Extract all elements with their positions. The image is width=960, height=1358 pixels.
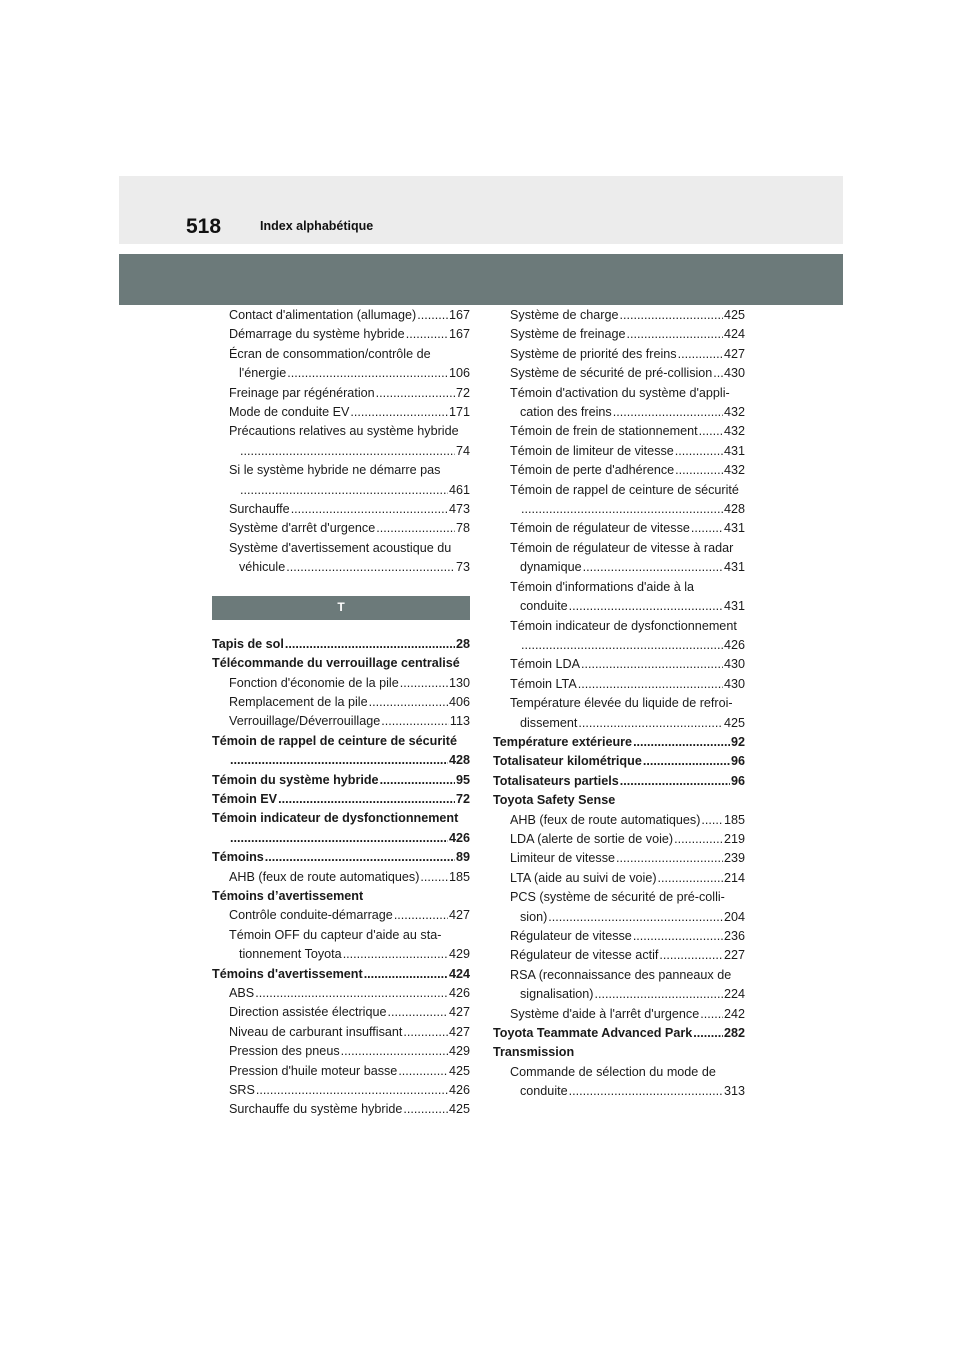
index-entry-page: 74 bbox=[455, 443, 470, 458]
index-letter-heading: T bbox=[212, 596, 470, 620]
dot-leader bbox=[403, 1100, 448, 1119]
dot-leader bbox=[569, 1082, 723, 1101]
dot-leader bbox=[674, 830, 723, 849]
index-entry-text: Système de sécurité de pré-collision bbox=[510, 366, 713, 381]
index-entry-text: Régulateur de vitesse bbox=[510, 929, 632, 943]
dot-leader bbox=[675, 461, 723, 480]
dot-leader bbox=[699, 422, 723, 441]
index-entry bbox=[212, 790, 470, 809]
dot-leader bbox=[521, 636, 723, 655]
dot-leader bbox=[381, 712, 449, 731]
index-entry-page: 430 bbox=[723, 657, 745, 672]
index-entry-page: 461 bbox=[448, 482, 470, 497]
index-entry-page: 72 bbox=[455, 385, 470, 400]
dot-leader bbox=[278, 790, 455, 809]
index-entry-text: Freinage par régénération bbox=[229, 385, 375, 400]
index-entry-text: cation des freins bbox=[520, 405, 612, 420]
index-entry bbox=[212, 674, 470, 693]
index-entry-page: 78 bbox=[455, 521, 470, 536]
index-entry bbox=[212, 984, 470, 1003]
index-entry-page: 96 bbox=[730, 754, 745, 769]
index-entry bbox=[212, 829, 470, 848]
index-entry bbox=[493, 772, 745, 791]
header-dark-band bbox=[119, 254, 843, 305]
index-entry: Commande de sélection du mode de bbox=[510, 1064, 716, 1079]
index-entry-page: 242 bbox=[723, 1006, 745, 1021]
index-entry-page: 227 bbox=[723, 948, 745, 963]
index-entry bbox=[212, 712, 470, 731]
index-entry-text: AHB (feux de route automatiques) bbox=[229, 869, 420, 884]
dot-leader bbox=[287, 364, 448, 383]
index-entry-page: 426 bbox=[723, 637, 745, 652]
dot-leader bbox=[376, 384, 455, 403]
index-entry-text: Verrouillage/Déverrouillage bbox=[229, 714, 381, 729]
index-entry-page: 113 bbox=[449, 714, 470, 729]
index-entry bbox=[212, 693, 470, 712]
index-entry bbox=[493, 364, 745, 383]
index-entry-text: Témoin de frein de stationnement bbox=[510, 424, 698, 439]
index-entry-page: 89 bbox=[455, 850, 470, 865]
index-entry-page: 432 bbox=[723, 424, 745, 439]
index-entry bbox=[493, 849, 745, 868]
index-entry bbox=[493, 752, 745, 771]
dot-leader bbox=[350, 403, 448, 422]
index-entry bbox=[493, 422, 745, 441]
index-entry bbox=[493, 306, 745, 325]
index-entry bbox=[493, 655, 745, 674]
index-entry: Témoin de régulateur de vitesse à radar bbox=[510, 540, 734, 555]
index-entry-page: 96 bbox=[730, 773, 745, 788]
index-entry-page: 431 bbox=[723, 599, 745, 614]
index-entry-page: 473 bbox=[448, 502, 470, 517]
index-column-right bbox=[493, 306, 745, 1102]
dot-leader bbox=[380, 771, 455, 790]
index-entry bbox=[212, 364, 470, 383]
index-entry-page: 425 bbox=[723, 715, 745, 730]
index-entry bbox=[493, 345, 745, 364]
dot-leader bbox=[240, 481, 448, 500]
dot-leader bbox=[658, 869, 723, 888]
index-entry-page: 432 bbox=[723, 405, 745, 420]
index-entry bbox=[212, 384, 470, 403]
index-entry bbox=[493, 908, 745, 927]
index-entry bbox=[493, 461, 745, 480]
index-entry bbox=[493, 636, 745, 655]
dot-leader bbox=[700, 1005, 723, 1024]
index-entry bbox=[212, 481, 470, 500]
dot-leader bbox=[691, 519, 723, 538]
index-entry-page: 282 bbox=[723, 1026, 745, 1041]
index-entry-page: 432 bbox=[723, 463, 745, 478]
dot-leader bbox=[291, 500, 448, 519]
index-entry-text: Toyota Teammate Advanced Park bbox=[493, 1026, 693, 1041]
index-entry bbox=[493, 869, 745, 888]
index-entry bbox=[212, 965, 470, 984]
index-entry-text: tionnement Toyota bbox=[239, 947, 342, 962]
index-entry-text: Témoin EV bbox=[212, 791, 278, 806]
index-entry-page: 429 bbox=[448, 947, 470, 962]
dot-leader bbox=[693, 1024, 723, 1043]
dot-leader bbox=[581, 655, 723, 674]
index-entry-page: 427 bbox=[448, 1005, 470, 1020]
dot-leader bbox=[341, 1042, 448, 1061]
index-entry-page: 428 bbox=[723, 502, 745, 517]
index-entry bbox=[493, 675, 745, 694]
index-entry-page: 430 bbox=[723, 676, 745, 691]
dot-leader bbox=[417, 306, 448, 325]
index-entry-text: Système de priorité des freins bbox=[510, 346, 677, 361]
index-entry bbox=[493, 830, 745, 849]
index-entry-page: 167 bbox=[448, 327, 470, 342]
index-entry bbox=[493, 325, 745, 344]
dot-leader bbox=[406, 325, 448, 344]
index-entry: Si le système hybride ne démarre pas bbox=[229, 463, 441, 478]
index-entry-page: 425 bbox=[723, 308, 745, 322]
index-entry bbox=[493, 1005, 745, 1024]
index-entry-page: 92 bbox=[730, 734, 745, 749]
index-entry-page: 425 bbox=[448, 1102, 470, 1117]
index-entry-text: Système d'arrêt d'urgence bbox=[229, 521, 376, 536]
index-entry-page: 185 bbox=[448, 869, 470, 884]
index-entry: Témoin d'activation du système d'appli- bbox=[510, 385, 730, 400]
dot-leader bbox=[285, 635, 455, 654]
dot-leader bbox=[230, 751, 448, 770]
index-entry: Écran de consommation/contrôle de bbox=[229, 346, 431, 361]
page-number: 518 bbox=[186, 215, 222, 238]
index-entry-text: Température extérieure bbox=[493, 734, 633, 749]
section-title: Index alphabétique bbox=[260, 219, 374, 233]
index-entry-page: 214 bbox=[723, 870, 745, 885]
index-entry-text: dynamique bbox=[520, 560, 582, 575]
index-entry: Témoin indicateur de dysfonctionnement bbox=[510, 618, 737, 633]
index-entry-page: 427 bbox=[448, 908, 470, 923]
index-entry bbox=[212, 1023, 470, 1042]
index-entry-page: 167 bbox=[448, 308, 470, 322]
index-entry-text: Témoin LTA bbox=[510, 676, 577, 691]
index-entry-page: 424 bbox=[723, 327, 745, 342]
index-entry: Témoin indicateur de dysfonctionnement bbox=[212, 811, 459, 826]
index-entry bbox=[212, 868, 470, 887]
index-entry-page: 130 bbox=[448, 675, 470, 690]
index-entry-text: SRS bbox=[229, 1083, 255, 1098]
index-entry-page: 185 bbox=[723, 812, 745, 827]
index-entry-text: Remplacement de la pile bbox=[229, 694, 368, 709]
index-entry bbox=[212, 325, 470, 344]
index-entry-page: 106 bbox=[448, 366, 470, 381]
index-entry-text: signalisation) bbox=[520, 987, 594, 1002]
index-entry-text: Démarrage du système hybride bbox=[229, 327, 405, 342]
index-entry: Télécommande du verrouillage centralisé bbox=[212, 656, 460, 671]
dot-leader bbox=[578, 714, 723, 733]
index-entry-text: ABS bbox=[229, 986, 255, 1000]
index-entry: Précautions relatives au système hybride bbox=[229, 424, 459, 439]
dot-leader bbox=[403, 1023, 448, 1042]
index-entry-page: 426 bbox=[448, 1083, 470, 1098]
index-entry bbox=[493, 985, 745, 1004]
index-entry-text: conduite bbox=[520, 1084, 568, 1099]
index-entry-text: l'énergie bbox=[239, 366, 287, 381]
dot-leader bbox=[256, 1081, 448, 1100]
dot-leader bbox=[398, 1062, 448, 1081]
index-entry bbox=[493, 733, 745, 752]
index-entry-page: 424 bbox=[448, 966, 470, 981]
index-entry: Témoin d'informations d'aide à la bbox=[510, 579, 695, 594]
dot-leader bbox=[659, 946, 723, 965]
index-entry bbox=[212, 751, 470, 770]
index-entry-page: 406 bbox=[448, 694, 470, 709]
dot-leader bbox=[643, 752, 730, 771]
dot-leader bbox=[569, 597, 723, 616]
dot-leader bbox=[230, 829, 448, 848]
index-entry-page: 431 bbox=[723, 560, 745, 575]
index-entry bbox=[212, 906, 470, 925]
index-entry-page: 239 bbox=[723, 851, 745, 866]
dot-leader bbox=[400, 674, 448, 693]
index-entry-page: 426 bbox=[448, 986, 470, 1000]
index-entry-page: 313 bbox=[723, 1084, 745, 1099]
index-entry: PCS (système de sécurité de pré-colli- bbox=[510, 890, 725, 905]
dot-leader bbox=[620, 772, 730, 791]
index-entry bbox=[493, 927, 745, 946]
dot-leader bbox=[376, 519, 455, 538]
index-entry-text: Régulateur de vitesse actif bbox=[510, 948, 659, 963]
dot-leader bbox=[583, 558, 723, 577]
index-entry-text: Témoin de régulateur de vitesse bbox=[510, 521, 690, 536]
dot-leader bbox=[713, 364, 723, 383]
index-entry-page: 430 bbox=[723, 366, 745, 381]
dot-leader bbox=[548, 908, 723, 927]
dot-leader bbox=[521, 500, 723, 519]
index-entry bbox=[212, 848, 470, 867]
index-entry bbox=[212, 519, 470, 538]
index-entry: Témoin de rappel de ceinture de sécurité bbox=[212, 733, 457, 748]
index-entry-text: Contact d'alimentation (allumage) bbox=[229, 308, 417, 322]
index-entry-text: Niveau de carburant insuffisant bbox=[229, 1024, 403, 1039]
index-entry: Témoin de rappel de ceinture de sécurité bbox=[510, 482, 739, 497]
index-entry-text: véhicule bbox=[239, 560, 286, 575]
index-entry: Toyota Safety Sense bbox=[493, 793, 616, 808]
dot-leader bbox=[255, 984, 448, 1003]
index-entry: RSA (reconnaissance des panneaux de bbox=[510, 967, 732, 982]
dot-leader bbox=[420, 868, 448, 887]
index-entry-text: Fonction d'économie de la pile bbox=[229, 675, 399, 690]
dot-leader bbox=[578, 675, 723, 694]
dot-leader bbox=[394, 906, 448, 925]
dot-leader bbox=[595, 985, 723, 1004]
index-entry-page: 428 bbox=[448, 753, 470, 768]
index-entry bbox=[493, 714, 745, 733]
index-entry bbox=[212, 1081, 470, 1100]
index-entry-text: Système de freinage bbox=[510, 327, 626, 342]
index-entry bbox=[493, 500, 745, 519]
index-entry-text: LTA (aide au suivi de voie) bbox=[510, 870, 657, 885]
index-entry-text: Témoins d'avertissement bbox=[212, 966, 363, 981]
index-entry bbox=[212, 558, 470, 577]
index-entry-page: 171 bbox=[448, 405, 470, 420]
index-entry-text: Témoin LDA bbox=[510, 657, 580, 672]
dot-leader bbox=[240, 442, 455, 461]
dot-leader bbox=[675, 442, 723, 461]
index-entry-text: Surchauffe bbox=[229, 502, 290, 517]
index-entry-text: Contrôle conduite-démarrage bbox=[229, 908, 393, 923]
index-entry-text: Totalisateurs partiels bbox=[493, 773, 619, 788]
index-entry bbox=[212, 442, 470, 461]
index-entry bbox=[493, 811, 745, 830]
index-entry bbox=[493, 442, 745, 461]
index-entry-text: Système de charge bbox=[510, 308, 619, 322]
header-top-band bbox=[119, 176, 843, 244]
index-entry bbox=[493, 1024, 745, 1043]
dot-leader bbox=[633, 733, 730, 752]
index-entry bbox=[493, 403, 745, 422]
index-entry-page: 72 bbox=[455, 791, 470, 806]
index-entry: Température élevée du liquide de refroi- bbox=[510, 696, 733, 711]
dot-leader bbox=[369, 693, 448, 712]
dot-leader bbox=[616, 849, 723, 868]
dot-leader bbox=[633, 927, 723, 946]
index-entry-text: Témoin du système hybride bbox=[212, 772, 379, 787]
index-entry-page: 219 bbox=[723, 831, 745, 846]
index-entry-text: LDA (alerte de sortie de voie) bbox=[510, 831, 674, 846]
index-entry-text: Témoin de limiteur de vitesse bbox=[510, 443, 674, 458]
index-entry-text: Témoin de perte d'adhérence bbox=[510, 463, 675, 478]
dot-leader bbox=[388, 1003, 448, 1022]
index-entry bbox=[212, 771, 470, 790]
index-entry bbox=[493, 558, 745, 577]
index-entry bbox=[212, 1100, 470, 1119]
index-entry-text: Tapis de sol bbox=[212, 636, 284, 651]
index-entry-text: Témoins bbox=[212, 850, 264, 865]
index-entry-page: 425 bbox=[448, 1063, 470, 1078]
index-entry bbox=[212, 1042, 470, 1061]
index-entry bbox=[212, 306, 470, 325]
index-entry-text: Totalisateur kilométrique bbox=[493, 754, 642, 769]
index-entry-text: sion) bbox=[520, 909, 548, 924]
dot-leader bbox=[613, 403, 723, 422]
index-column-left bbox=[212, 306, 470, 1120]
index-entry-text: Mode de conduite EV bbox=[229, 405, 350, 420]
dot-leader bbox=[286, 558, 455, 577]
index-entry-text: Limiteur de vitesse bbox=[510, 851, 615, 866]
index-entry-text: Système d'aide à l'arrêt d'urgence bbox=[510, 1006, 700, 1021]
index-entry: Témoin OFF du capteur d'aide au sta- bbox=[229, 927, 442, 942]
index-entry bbox=[212, 1062, 470, 1081]
index-entry bbox=[212, 403, 470, 422]
index-entry: Système d'avertissement acoustique du bbox=[229, 540, 452, 555]
index-entry-page: 28 bbox=[455, 636, 470, 651]
dot-leader bbox=[701, 811, 723, 830]
index-entry-page: 426 bbox=[448, 830, 470, 845]
index-entry: Transmission bbox=[493, 1045, 575, 1060]
index-entry-text: Surchauffe du système hybride bbox=[229, 1102, 403, 1117]
index-entry-text: AHB (feux de route automatiques) bbox=[510, 812, 701, 827]
dot-leader bbox=[265, 848, 455, 867]
index-entry-text: dissement bbox=[520, 715, 578, 730]
index-entry bbox=[493, 597, 745, 616]
dot-leader bbox=[620, 306, 723, 325]
dot-leader bbox=[364, 965, 448, 984]
index-entry bbox=[212, 635, 470, 654]
index-entry-page: 431 bbox=[723, 521, 745, 536]
index-entry bbox=[493, 519, 745, 538]
dot-leader bbox=[627, 325, 723, 344]
index-entry-text: Pression des pneus bbox=[229, 1044, 340, 1059]
dot-leader bbox=[343, 945, 448, 964]
index-entry-page: 204 bbox=[723, 909, 745, 924]
index-entry-page: 73 bbox=[455, 560, 470, 575]
dot-leader bbox=[678, 345, 723, 364]
index-entry bbox=[212, 945, 470, 964]
index-entry-page: 429 bbox=[448, 1044, 470, 1059]
index-entry: Témoins d’avertissement bbox=[212, 888, 364, 903]
index-entry-text: conduite bbox=[520, 599, 568, 614]
index-entry-page: 236 bbox=[723, 929, 745, 943]
index-entry-page: 427 bbox=[723, 346, 745, 361]
index-entry-page: 224 bbox=[723, 987, 745, 1002]
index-entry-text: Pression d'huile moteur basse bbox=[229, 1063, 398, 1078]
index-entry bbox=[212, 1003, 470, 1022]
index-entry bbox=[493, 946, 745, 965]
index-entry bbox=[212, 500, 470, 519]
index-entry-page: 95 bbox=[455, 772, 470, 787]
index-entry-text: Direction assistée électrique bbox=[229, 1005, 387, 1020]
index-entry bbox=[493, 1082, 745, 1101]
index-entry-page: 431 bbox=[723, 443, 745, 458]
index-entry-page: 427 bbox=[448, 1024, 470, 1039]
